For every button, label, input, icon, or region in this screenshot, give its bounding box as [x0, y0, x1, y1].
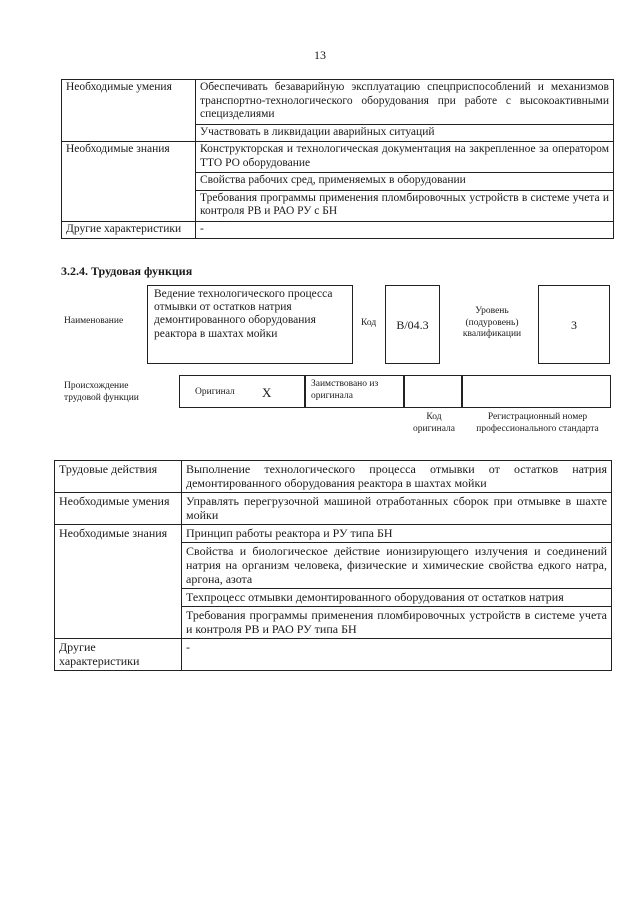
knowledge-label: Необходимые знания: [55, 525, 182, 639]
other-value: -: [196, 221, 614, 239]
reg-number-box: [462, 375, 611, 408]
skills-value: Управлять перегрузочной машиной отработанных сборок при отмывке в шахте мойки: [182, 493, 612, 525]
function-code-box: B/04.3: [385, 285, 440, 364]
knowledge-item: Требования программы применения пломбировочных устройств в системе учета и контроля РВ и РАО РУ типа БН: [182, 607, 612, 639]
code-original-box: [404, 375, 462, 408]
section-title: 3.2.4. Трудовая функция: [61, 264, 193, 278]
code-label: Код: [361, 318, 377, 328]
code-original-caption: Код оригинала: [413, 412, 455, 434]
qualification-level-label: Уровень (подуровень) квалификации: [462, 306, 522, 339]
borrowed-label: Заимствовано из оригинала: [311, 379, 379, 401]
other-value: -: [182, 639, 612, 671]
actions-label: Трудовые действия: [55, 461, 182, 493]
table-row: [55, 639, 612, 671]
original-mark: X: [262, 385, 272, 400]
original-label: Оригинал: [195, 387, 235, 397]
knowledge-item: Принцип работы реактора и РУ типа БН: [182, 525, 612, 543]
skills-label: Необходимые умения: [55, 493, 182, 525]
table-row: [55, 493, 612, 525]
name-label: Наименование: [64, 316, 124, 326]
skills-item: Участвовать в ликвидации аварийных ситуаций: [196, 124, 614, 142]
other-label: Другие характеристики: [55, 639, 182, 671]
table-row: [62, 221, 614, 239]
reg-number-caption: Регистрационный номер профессионального стандарта: [476, 412, 599, 434]
knowledge-label: Необходимые знания: [62, 142, 196, 222]
knowledge-item: Свойства и биологическое действие ионизирующего излучения и соединений натрия на организм человека, физические и химические свойства едкого натра, аргона, азота: [182, 543, 612, 589]
origin-label: Происхождение трудовой функции: [64, 381, 139, 403]
skills-label: Необходимые умения: [62, 80, 196, 142]
actions-value: Выполнение технологического процесса отмывки от остатков натрия демонтированного оборудования реактора в шахтах мойки: [182, 461, 612, 493]
page-number: 13: [314, 48, 326, 62]
requirements-table-2: [54, 460, 612, 671]
table-row: [55, 525, 612, 543]
table-row: [55, 461, 612, 493]
function-name-box: Ведение технологического процесса отмывки от остатков натрия демонтированного оборудования реактора в шахтах мойки: [147, 285, 353, 364]
skills-item: Обеспечивать безаварийную эксплуатацию спецприспособлений и механизмов транспортно-технологического оборудования при работе с высокоактивными специзделиями: [196, 80, 614, 125]
qualification-level-box: 3: [538, 285, 610, 364]
knowledge-item: Свойства рабочих сред, применяемых в оборудовании: [196, 173, 614, 191]
table-row: [62, 142, 614, 173]
knowledge-item: Конструкторская и технологическая документация на закрепленное за оператором ТТО РО оборудование: [196, 142, 614, 173]
other-label: Другие характеристики: [62, 221, 196, 239]
knowledge-item: Техпроцесс отмывки демонтированного оборудования от остатков натрия: [182, 589, 612, 607]
requirements-table-1: [61, 79, 614, 239]
table-row: [62, 80, 614, 125]
knowledge-item: Требования программы применения пломбировочных устройств в системе учета и контроля РВ и РАО РУ с БН: [196, 190, 614, 221]
